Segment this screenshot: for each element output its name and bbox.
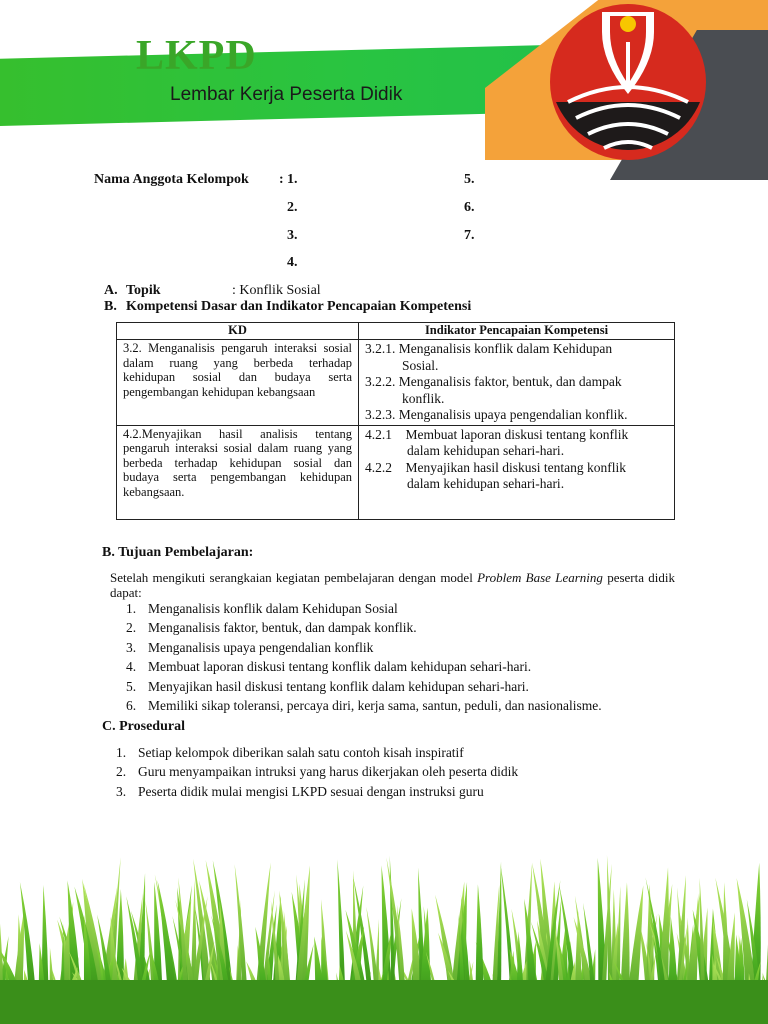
topic-label: Topik xyxy=(126,283,161,298)
indicator-item xyxy=(365,460,668,477)
table-row xyxy=(117,340,675,426)
kompetensi-heading: Kompetensi Dasar dan Indikator Pencapaian Kompetensi xyxy=(126,299,472,314)
tujuan-heading: B. Tujuan Pembelajaran: xyxy=(102,545,254,560)
list-item xyxy=(126,679,602,698)
list-text: Menganalisis konflik dalam Kehidupan Sosial xyxy=(148,601,398,616)
page-header xyxy=(0,0,768,170)
tujuan-intro xyxy=(110,570,675,600)
kd-number: 3.2. xyxy=(123,341,142,355)
kd-cell xyxy=(117,340,359,426)
kd-number: 4.2. xyxy=(123,426,142,441)
list-number: 3. xyxy=(116,783,127,799)
indicator-text: Menganalisis konflik dalam Kehidupan xyxy=(398,341,613,356)
indicator-number: 4.2.2 xyxy=(365,459,392,475)
table-header-indicator: Indikator Pencapaian Kompetensi xyxy=(359,323,675,340)
list-text: Menganalisis faktor, bentuk, dan dampak konflik. xyxy=(148,620,417,636)
table-header-row xyxy=(117,323,675,340)
tujuan-intro-text-end: peserta didik dapat: xyxy=(110,570,675,600)
grass-border-icon xyxy=(0,850,768,1024)
list-text: Membuat laporan diskusi tentang konflik dalam kehidupan sehari-hari. xyxy=(148,659,532,675)
kd-text: Menyajikan hasil analisis tentang pengaruh interaksi sosial dalam ruang yang berbeda terhadap kehidupan sosial dan budaya serta pengembangan kehidupan kebangsaan. xyxy=(123,426,352,499)
list-text: Memiliki sikap toleransi, percaya diri, kerja sama, santun, peduli, dan nasionalisme. xyxy=(148,697,602,713)
list-item xyxy=(126,659,602,678)
document-title: LKPD xyxy=(136,33,257,79)
kompetensi-letter: B. xyxy=(104,299,117,314)
indicator-item xyxy=(365,374,668,391)
indicator-number: 3.2.1. xyxy=(365,341,396,356)
tujuan-list xyxy=(126,601,602,717)
list-number: 5. xyxy=(126,678,137,694)
list-item xyxy=(126,601,602,620)
tujuan-intro-text: Setelah mengikuti serangkaian kegiatan pembelajaran dengan model xyxy=(110,570,473,585)
table-header-kd: KD xyxy=(117,323,359,340)
members-colon: : xyxy=(279,172,284,187)
list-item xyxy=(126,620,602,639)
members-label: Nama Anggota Kelompok xyxy=(94,172,249,187)
indicator-number: 4.2.1 xyxy=(365,426,392,442)
list-number: 2. xyxy=(126,620,137,636)
indicator-number: 3.2.2. xyxy=(365,374,396,389)
member-number: 6. xyxy=(464,200,475,215)
member-number: 5. xyxy=(464,172,475,187)
document-subtitle: Lembar Kerja Peserta Didik xyxy=(170,84,403,105)
topic-letter: A. xyxy=(104,283,118,298)
kd-cell xyxy=(117,425,359,519)
indicator-text: Menganalisis faktor, bentuk, dan dampak xyxy=(398,374,622,389)
list-number: 1. xyxy=(126,601,137,616)
list-number: 4. xyxy=(126,659,137,675)
indicator-item xyxy=(365,341,668,358)
list-number: 6. xyxy=(126,697,137,713)
indicator-continuation: Sosial. xyxy=(402,357,439,373)
list-item xyxy=(116,784,518,803)
member-number: 1. xyxy=(287,172,298,187)
list-item xyxy=(116,745,518,764)
list-number: 3. xyxy=(126,639,137,655)
prosedural-list xyxy=(116,745,518,803)
kd-indicator-table xyxy=(116,322,675,520)
list-text: Setiap kelompok diberikan salah satu contoh kisah inspiratif xyxy=(138,745,464,760)
member-number: 4. xyxy=(287,255,298,270)
list-text: Peserta didik mulai mengisi LKPD sesuai dengan instruksi guru xyxy=(138,783,484,799)
list-number: 2. xyxy=(116,764,127,780)
member-number: 7. xyxy=(464,228,475,243)
indicator-number: 3.2.3. xyxy=(365,407,396,422)
list-text: Guru menyampaikan intruksi yang harus dikerjakan oleh peserta didik xyxy=(138,764,519,780)
kd-text: Menganalisis pengaruh interaksi sosial dalam ruang yang berbeda terhadap kehidupan sosial dan budaya serta pengembangan kehidupan kebangsaan xyxy=(123,341,352,399)
list-item xyxy=(126,698,602,717)
member-number: 3. xyxy=(287,228,298,243)
indicator-cell xyxy=(359,425,675,519)
topic-value: : Konflik Sosial xyxy=(232,283,321,298)
indicator-text: Menyajikan hasil diskusi tentang konflik xyxy=(405,459,626,475)
list-item xyxy=(126,640,602,659)
list-number: 1. xyxy=(116,745,127,760)
tut-wuri-handayani-logo-icon xyxy=(546,2,710,160)
table-row xyxy=(117,425,675,519)
list-item xyxy=(116,764,518,783)
indicator-text: Menganalisis upaya pengendalian konflik. xyxy=(398,407,628,422)
member-number: 2. xyxy=(287,200,298,215)
indicator-item xyxy=(365,407,668,424)
tujuan-intro-model: Problem Base Learning xyxy=(477,570,603,585)
indicator-continuation: dalam kehidupan sehari-hari. xyxy=(407,443,565,458)
indicator-continuation: dalam kehidupan sehari-hari. xyxy=(407,476,565,491)
indicator-item xyxy=(365,427,668,444)
prosedural-heading: C. Prosedural xyxy=(102,719,185,734)
indicator-cell xyxy=(359,340,675,426)
indicator-continuation: konflik. xyxy=(402,390,445,406)
list-text: Menyajikan hasil diskusi tentang konflik dalam kehidupan sehari-hari. xyxy=(148,678,529,694)
indicator-text: Membuat laporan diskusi tentang konflik xyxy=(405,426,629,442)
list-text: Menganalisis upaya pengendalian konflik xyxy=(148,639,374,655)
